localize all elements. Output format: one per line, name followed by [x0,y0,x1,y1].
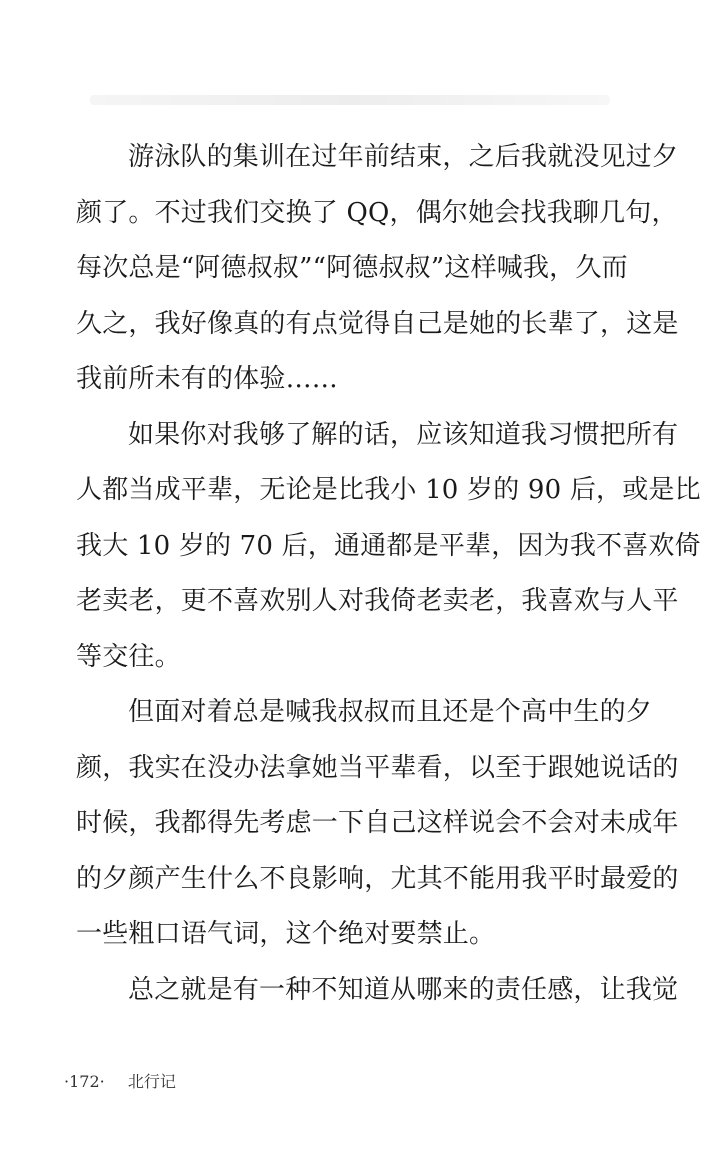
text-line: 一些粗口语气词，这个绝对要禁止。 [76,919,496,949]
text-line: 游泳队的集训在过年前结束，之后我就没见过夕 [128,142,679,172]
text-line: 我大 10 岁的 70 后，通通都是平辈，因为我不喜欢倚 [76,530,701,561]
book-title: 北行记 [127,1072,176,1091]
text-line: 老卖老，更不喜欢别人对我倚老卖老，我喜欢与人平 [76,586,679,616]
text-line: 我前所未有的体验…… [76,364,339,394]
text-line: 颜，我实在没办法拿她当平辈看，以至于跟她说话的 [76,752,679,783]
text-line: 时候，我都得先考虑一下自己这样说会不会对未成年 [76,808,679,838]
text-line: 颜了。不过我们交换了 QQ，偶尔她会找我聊几句， [76,197,678,228]
text-line: 总之就是有一种不知道从哪来的责任感，让我觉 [128,974,679,1005]
text-line: 如果你对我够了解的话，应该知道我习惯把所有 [128,419,679,450]
text-line: 但面对着总是喊我叔叔而且还是个高中生的夕 [128,697,653,727]
page-number: ·172· [64,1072,105,1091]
text-line: 久之，我好像真的有点觉得自己是她的长辈了，这是 [76,308,679,339]
text-line: 等交往。 [76,641,181,672]
text-line: 每次总是“阿德叔叔”“阿德叔叔”这样喊我，久而 [76,253,628,283]
text-line: 人都当成平辈，无论是比我小 10 岁的 90 后，或是比 [76,475,701,505]
text-line: 的夕颜产生什么不良影响，尤其不能用我平时最爱的 [76,863,679,894]
page-footer [64,1069,176,1092]
body-text [76,130,701,1018]
bleed-through-artifact [90,95,610,105]
